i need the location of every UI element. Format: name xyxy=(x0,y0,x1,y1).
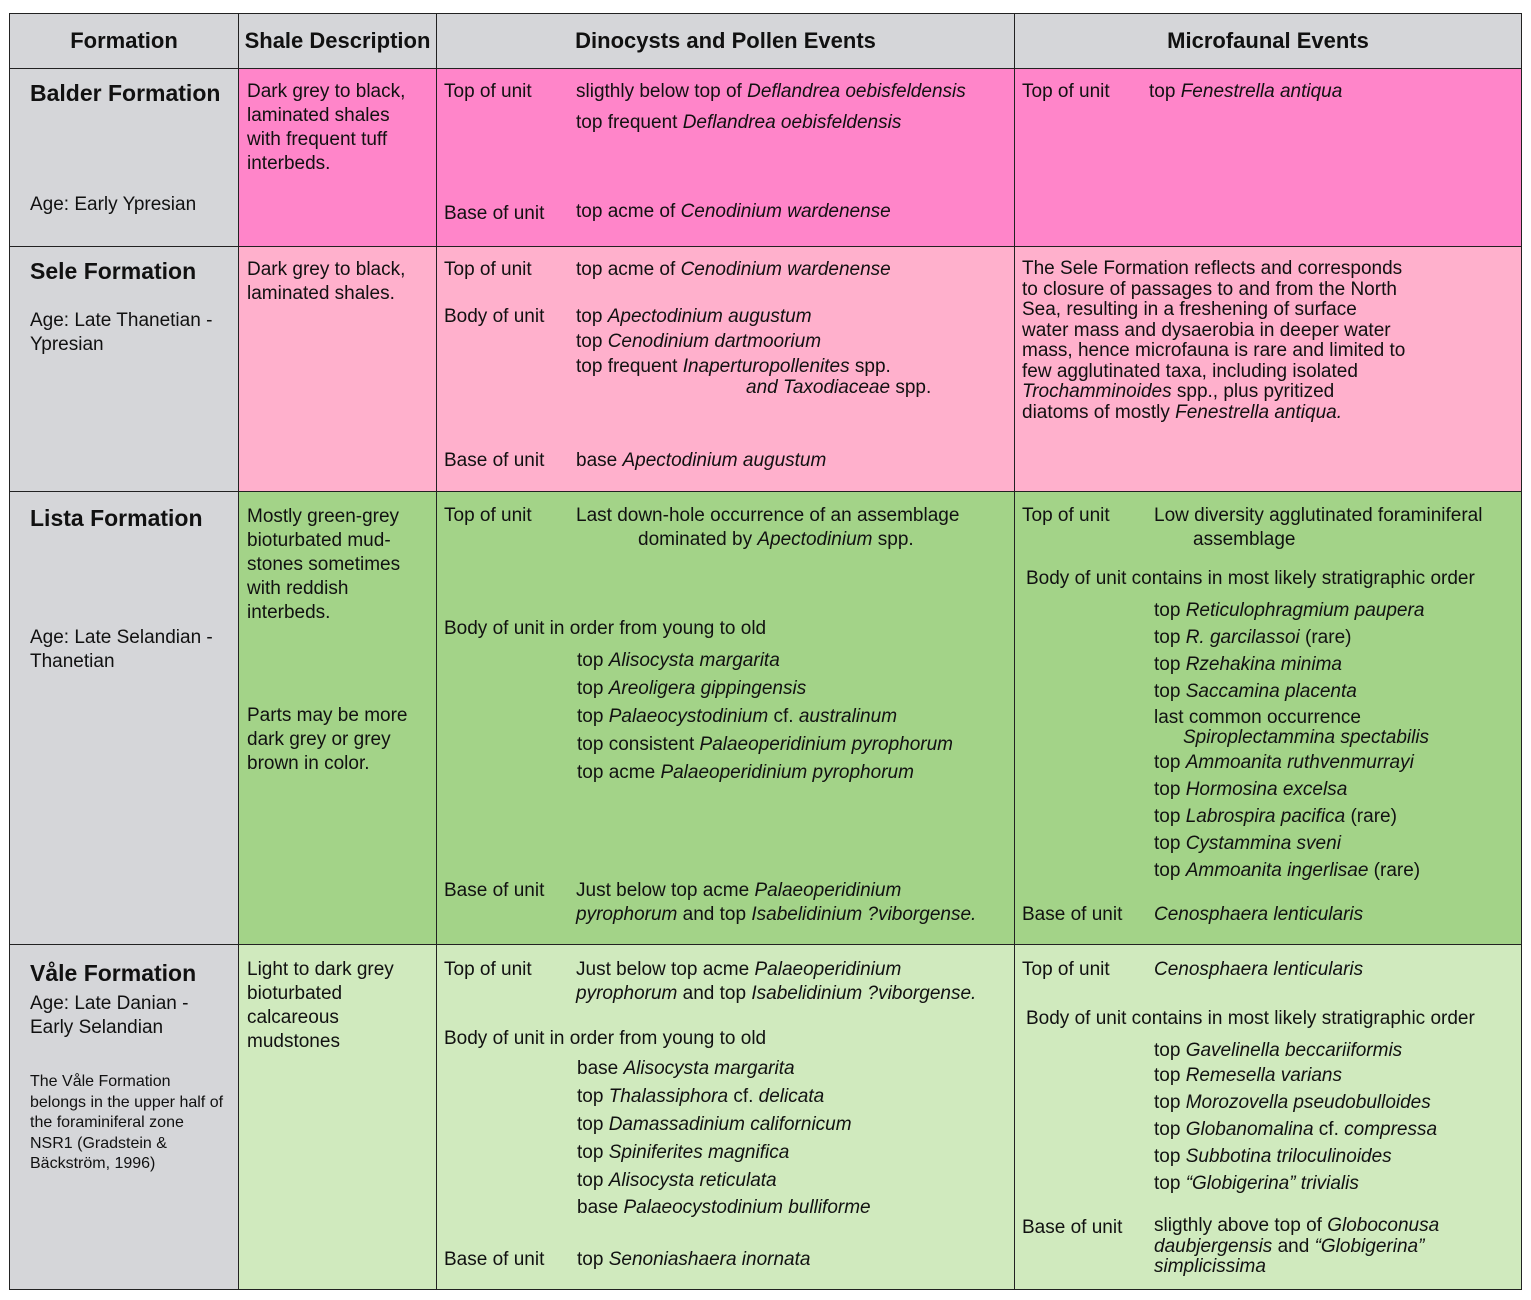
micro-event: top Labrospira pacifica (rare) xyxy=(1154,806,1397,827)
vale-dino-cell xyxy=(437,945,1015,1290)
row-balder xyxy=(10,69,1522,247)
formation-name: Balder Formation xyxy=(30,80,221,106)
row-lista xyxy=(10,492,1522,945)
header-dinocysts-pollen: Dinocysts and Pollen Events xyxy=(437,14,1015,69)
micro-paragraph-line: The Sele Formation reflects and corresponds xyxy=(1022,258,1403,279)
dino-event: base Alisocysta margarita xyxy=(577,1058,795,1079)
micro-paragraph-line: mass, hence microfauna is rare and limited to xyxy=(1022,340,1406,361)
dino-event: top acme Palaeoperidinium pyrophorum xyxy=(577,762,914,783)
dino-event: top frequent Inaperturopollenites spp. xyxy=(576,356,891,377)
formation-age: Age: Early Ypresian xyxy=(30,194,197,215)
lista-micro-cell xyxy=(1015,492,1522,945)
shale-description: Dark grey to black, laminated shales. xyxy=(247,259,406,304)
dino-event: pyrophorum and top Isabelidinium ?viborgense. xyxy=(576,904,977,925)
base-of-unit-label: Base of unit xyxy=(1022,904,1123,925)
micro-event: Low diversity agglutinated foraminiferal xyxy=(1154,505,1483,526)
dino-event: Last down-hole occurrence of an assemblage xyxy=(576,505,960,526)
vale-micro-cell xyxy=(1015,945,1522,1290)
micro-event: last common occurrence xyxy=(1154,707,1361,728)
body-of-unit-heading: Body of unit in order from young to old xyxy=(444,1028,767,1049)
micro-event: simplicissima xyxy=(1154,1256,1266,1277)
top-of-unit-label: Top of unit xyxy=(444,959,532,980)
row-sele xyxy=(10,247,1522,492)
dino-event: top Alisocysta reticulata xyxy=(577,1170,777,1191)
micro-event: top Reticulophragmium paupera xyxy=(1154,600,1425,621)
dino-event: base Palaeocystodinium bulliforme xyxy=(577,1197,871,1218)
base-of-unit-label: Base of unit xyxy=(444,203,545,224)
formation-age: Age: Late Selandian - xyxy=(30,627,213,648)
sele-formation-cell xyxy=(10,247,239,492)
micro-event: Cenosphaera lenticularis xyxy=(1154,904,1364,925)
formation-age: Thanetian xyxy=(30,651,115,672)
vale-shale-cell xyxy=(239,945,437,1290)
formation-age: Age: Late Thanetian - xyxy=(30,310,213,331)
top-of-unit-label: Top of unit xyxy=(1022,505,1110,526)
dino-event: top Spiniferites magnifica xyxy=(577,1142,790,1163)
dino-event: top Alisocysta margarita xyxy=(577,650,780,671)
dino-event: sligthly below top of Deflandrea oebisfeldensis xyxy=(576,81,966,102)
dino-event: top Cenodinium dartmoorium xyxy=(576,331,822,352)
micro-paragraph-line: Trochamminoides spp., plus pyritized xyxy=(1022,381,1335,402)
micro-event: top Gavelinella beccariiformis xyxy=(1154,1040,1403,1061)
shale-description: Mostly green-grey bioturbated mud-stones sometimes with reddish interbeds. xyxy=(247,506,401,623)
dino-event: top acme of Cenodinium wardenense xyxy=(576,259,891,280)
body-of-unit-heading: Body of unit contains in most likely stratigraphic order xyxy=(1026,1008,1475,1029)
formation-note: The Våle Formation belongs in the upper half of the foraminiferal zone NSR1 (Gradstein & Bäckström, 1996) xyxy=(30,1073,224,1172)
sele-shale-cell xyxy=(239,247,437,492)
top-of-unit-label: Top of unit xyxy=(1022,959,1110,980)
micro-event: top “Globigerina” trivialis xyxy=(1154,1173,1359,1194)
dino-event: top Senoniashaera inornata xyxy=(577,1249,811,1270)
vale-formation-cell xyxy=(10,945,239,1290)
micro-event: top Morozovella pseudobulloides xyxy=(1154,1092,1431,1113)
micro-event: top Remesella varians xyxy=(1154,1065,1342,1086)
dino-event: Just below top acme Palaeoperidinium xyxy=(576,959,902,980)
micro-event: top Ammoanita ruthvenmurrayi xyxy=(1154,752,1414,773)
lista-shale-cell xyxy=(239,492,437,945)
dino-event: and Taxodiaceae spp. xyxy=(746,377,932,398)
body-of-unit-heading: Body of unit contains in most likely stratigraphic order xyxy=(1026,568,1475,589)
base-of-unit-label: Base of unit xyxy=(444,880,545,901)
header-shale-description: Shale Description xyxy=(239,14,437,69)
formation-age: Early Selandian xyxy=(30,1017,164,1038)
micro-event: top Saccamina placenta xyxy=(1154,681,1357,702)
balder-dino-cell xyxy=(437,69,1015,247)
balder-micro-cell xyxy=(1015,69,1522,247)
micro-event: top Cystammina sveni xyxy=(1154,833,1341,854)
lista-dino-cell xyxy=(437,492,1015,945)
micro-paragraph-line: diatoms of mostly Fenestrella antiqua. xyxy=(1022,401,1342,423)
dino-event: top Damassadinium californicum xyxy=(577,1114,852,1135)
shale-description: Light to dark grey bioturbated calcareous mudstones xyxy=(247,959,394,1052)
body-of-unit-heading: Body of unit in order from young to old xyxy=(444,618,767,639)
header-microfaunal: Microfaunal Events xyxy=(1015,14,1522,69)
balder-formation-cell xyxy=(10,69,239,247)
lista-formation-cell xyxy=(10,492,239,945)
formation-age: Age: Late Danian - xyxy=(30,993,189,1014)
row-vale xyxy=(10,945,1522,1290)
micro-event: Spiroplectammina spectabilis xyxy=(1183,727,1430,748)
micro-event: top Ammoanita ingerlisae (rare) xyxy=(1154,860,1421,881)
top-of-unit-label: Top of unit xyxy=(444,81,532,102)
dino-event: top Areoligera gippingensis xyxy=(577,678,807,699)
micro-paragraph-line: few agglutinated taxa, including isolated xyxy=(1022,360,1358,382)
dino-event: top frequent Deflandrea oebisfeldensis xyxy=(576,112,902,133)
top-of-unit-label: Top of unit xyxy=(444,259,532,280)
base-of-unit-label: Base of unit xyxy=(444,450,545,471)
dino-event: top Palaeocystodinium cf. australinum xyxy=(577,706,898,727)
micro-event: daubjergensis and “Globigerina” xyxy=(1154,1235,1425,1257)
base-of-unit-label: Base of unit xyxy=(444,1249,545,1270)
base-of-unit-label: Base of unit xyxy=(1022,1217,1123,1238)
micro-event: assemblage xyxy=(1193,529,1296,550)
header-row xyxy=(10,14,1522,69)
stratigraphy-table xyxy=(9,13,1522,1290)
shale-description: Parts may be more dark grey or grey brown in color. xyxy=(247,705,408,774)
balder-shale-cell xyxy=(239,69,437,247)
formation-age: Ypresian xyxy=(30,334,104,355)
micro-event: top Fenestrella antiqua xyxy=(1149,81,1343,102)
micro-paragraph-line: Sea, resulting in a freshening of surface xyxy=(1022,299,1357,320)
dino-event: base Apectodinium augustum xyxy=(576,450,827,471)
dino-event: pyrophorum and top Isabelidinium ?viborgense. xyxy=(576,983,977,1004)
dino-event: top Apectodinium augustum xyxy=(576,306,812,327)
dino-event: top acme of Cenodinium wardenense xyxy=(576,201,891,222)
top-of-unit-label: Top of unit xyxy=(1022,81,1110,102)
formation-name: Lista Formation xyxy=(30,505,203,531)
top-of-unit-label: Top of unit xyxy=(444,505,532,526)
micro-event: top Globanomalina cf. compressa xyxy=(1154,1119,1438,1140)
micro-paragraph-line: to closure of passages to and from the North xyxy=(1022,278,1397,300)
micro-event: Cenosphaera lenticularis xyxy=(1154,959,1364,980)
sele-dino-cell xyxy=(437,247,1015,492)
micro-paragraph-line: water mass and dysaerobia in deeper water xyxy=(1022,319,1391,341)
micro-event: sligthly above top of Globoconusa xyxy=(1154,1215,1440,1236)
sele-micro-cell xyxy=(1015,247,1522,492)
formation-name: Sele Formation xyxy=(30,258,197,284)
micro-event: top Rzehakina minima xyxy=(1154,654,1342,675)
dino-event: top consistent Palaeoperidinium pyrophorum xyxy=(577,734,954,755)
micro-event: top R. garcilassoi (rare) xyxy=(1154,627,1352,648)
dino-event: dominated by Apectodinium spp. xyxy=(638,529,914,550)
micro-event: top Hormosina excelsa xyxy=(1154,779,1348,800)
body-of-unit-label: Body of unit xyxy=(444,306,545,327)
formation-name: Våle Formation xyxy=(30,960,197,986)
shale-description: Dark grey to black, laminated shales with frequent tuff interbeds. xyxy=(247,81,406,174)
micro-event: top Subbotina triloculinoides xyxy=(1154,1146,1392,1167)
dino-event: Just below top acme Palaeoperidinium xyxy=(576,880,902,901)
dino-event: top Thalassiphora cf. delicata xyxy=(577,1086,825,1107)
header-formation: Formation xyxy=(10,14,239,69)
